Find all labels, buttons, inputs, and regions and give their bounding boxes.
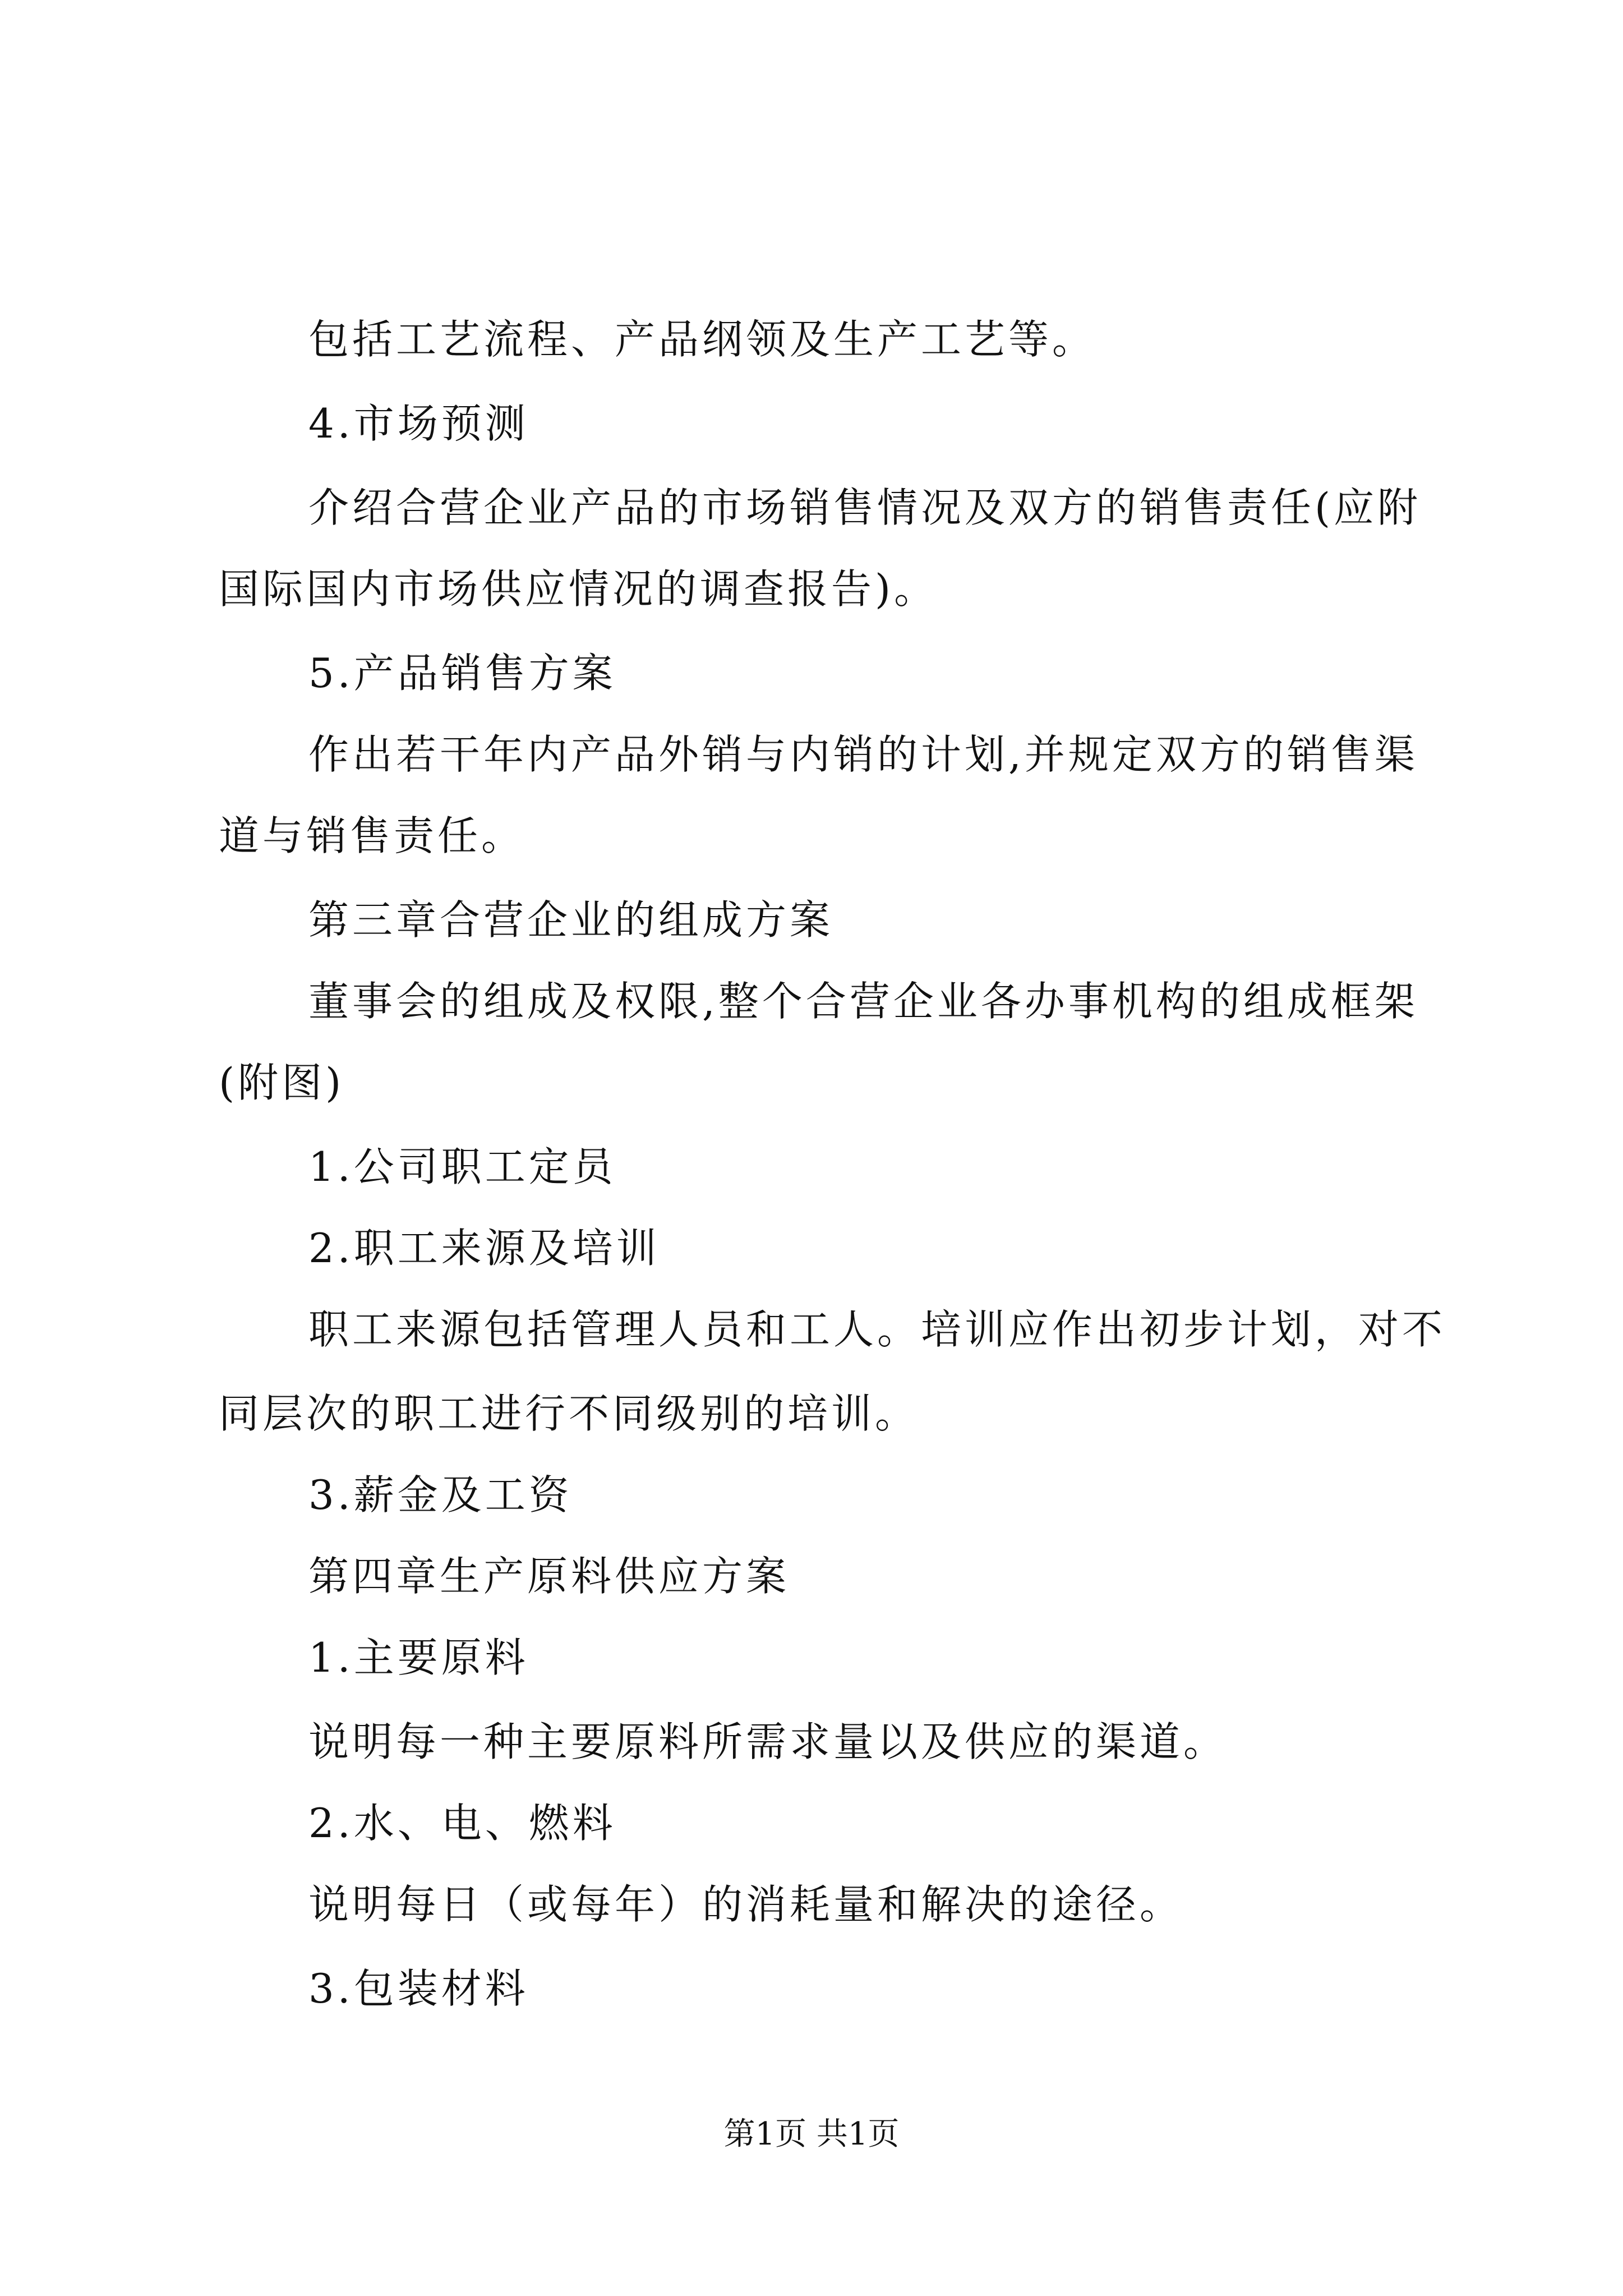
paragraph-market-line2: 国际国内市场供应情况的调查报告)。 <box>219 565 938 613</box>
paragraph-board-line1: 董事会的组成及权限,整个合营企业各办事机构的组成框架 <box>308 978 1418 1025</box>
heading-market-forecast: 4.市场预测 <box>308 400 529 447</box>
heading-salary: 3.薪金及工资 <box>308 1471 573 1519</box>
paragraph-sales-line1: 作出若干年内产品外销与内销的计划,并规定双方的销售渠 <box>308 731 1418 778</box>
heading-packaging: 3.包装材料 <box>308 1965 529 2012</box>
paragraph-board-line2: (附图) <box>219 1059 345 1106</box>
paragraph-training-line1: 职工来源包括管理人员和工人。培训应作出初步计划，对不 <box>308 1306 1446 1353</box>
paragraph-main-materials: 说明每一种主要原料所需求量以及供应的渠道。 <box>308 1718 1228 1765</box>
heading-staff-training: 2.职工来源及培训 <box>308 1225 660 1272</box>
heading-sales-plan: 5.产品销售方案 <box>308 650 616 697</box>
paragraph-training-line2: 同层次的职工进行不同级别的培训。 <box>219 1390 919 1437</box>
heading-main-materials: 1.主要原料 <box>308 1634 529 1681</box>
heading-staff-quota: 1.公司职工定员 <box>308 1143 616 1190</box>
chapter-three-title: 第三章合营企业的组成方案 <box>308 896 834 944</box>
paragraph-utilities: 说明每日（或每年）的消耗量和解决的途径。 <box>308 1881 1184 1928</box>
paragraph-sales-line2: 道与销售责任。 <box>219 812 525 859</box>
paragraph-process: 包括工艺流程、产品纲领及生产工艺等。 <box>308 316 1096 363</box>
paragraph-market-line1: 介绍合营企业产品的市场销售情况及双方的销售责任(应附 <box>308 484 1422 531</box>
heading-utilities: 2.水、电、燃料 <box>308 1800 616 1847</box>
page-footer: 第1页 共1页 <box>723 2116 900 2152</box>
chapter-four-title: 第四章生产原料供应方案 <box>308 1553 790 1600</box>
